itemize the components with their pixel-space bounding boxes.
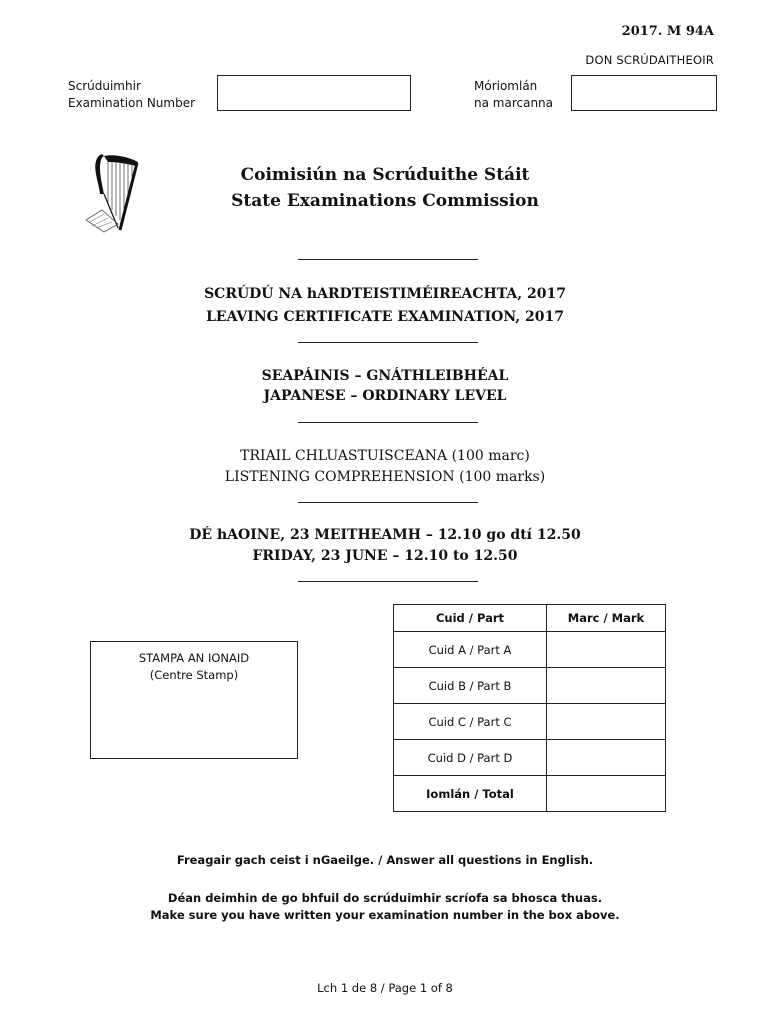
- mark-cell[interactable]: [547, 632, 666, 668]
- divider: [298, 342, 478, 343]
- stamp-label-ga: STAMPA AN IONAID: [138, 651, 250, 665]
- exam-title-en: LEAVING CERTIFICATE EXAMINATION, 2017: [206, 309, 564, 325]
- component-title-en: LISTENING COMPREHENSION (100 marks): [224, 469, 546, 485]
- table-row: [394, 704, 666, 740]
- examiner-label: DON SCRÚDAITHEOIR: [585, 53, 714, 67]
- part-cell: Cuid C / Part C: [394, 704, 547, 740]
- component-title: [0, 446, 770, 488]
- centre-stamp-box: [90, 641, 298, 759]
- exam-date-ga: DÉ hAOINE, 23 MEITHEAMH – 12.10 go dtí 12.50: [189, 527, 581, 543]
- stamp-label-en: (Centre Stamp): [149, 668, 239, 682]
- total-marks-field[interactable]: [571, 75, 717, 111]
- mark-cell[interactable]: [547, 704, 666, 740]
- mark-cell-total[interactable]: [547, 776, 666, 812]
- paper-code: 2017. M 94A: [621, 24, 714, 39]
- exam-number-reminder: [0, 890, 770, 924]
- part-cell: Cuid B / Part B: [394, 668, 547, 704]
- divider: [298, 422, 478, 423]
- exam-number-label-en: Examination Number: [68, 96, 196, 110]
- page-number: Lch 1 de 8 / Page 1 of 8: [317, 981, 453, 995]
- column-header-part: Cuid / Part: [394, 605, 547, 632]
- component-title-ga: TRIAIL CHLUASTUISCEANA (100 marc): [240, 448, 530, 464]
- commission-name-ga: Coimisiún na Scrúduithe Stáit: [240, 165, 530, 185]
- exam-number-reminder-en: Make sure you have written your examination number in the box above.: [150, 908, 620, 922]
- subject-title-ga: SEAPÁINIS – GNÁTHLEIBHÉAL: [261, 368, 509, 384]
- divider: [298, 502, 478, 503]
- exam-number-label: [68, 78, 195, 112]
- mark-cell[interactable]: [547, 668, 666, 704]
- part-cell: Cuid D / Part D: [394, 740, 547, 776]
- commission-name-en: State Examinations Commission: [231, 191, 539, 211]
- part-cell-total: Iomlán / Total: [394, 776, 547, 812]
- total-marks-label: [474, 78, 553, 112]
- exam-title: [0, 283, 770, 329]
- total-marks-label-ga: Móriomlán: [474, 79, 538, 93]
- table-row: [394, 740, 666, 776]
- table-row: [394, 632, 666, 668]
- table-row: [394, 668, 666, 704]
- column-header-mark: Marc / Mark: [547, 605, 666, 632]
- subject-title: [0, 366, 770, 406]
- divider: [298, 581, 478, 582]
- answer-language-instruction: Freagair gach ceist i nGaeilge. / Answer all questions in English.: [176, 853, 594, 867]
- mark-cell[interactable]: [547, 740, 666, 776]
- exam-schedule: [0, 525, 770, 567]
- exam-number-reminder-ga: Déan deimhin de go bhfuil do scrúduimhir scríofa sa bhosca thuas.: [167, 891, 603, 905]
- subject-title-en: JAPANESE – ORDINARY LEVEL: [263, 388, 507, 404]
- part-cell: Cuid A / Part A: [394, 632, 547, 668]
- exam-number-label-ga: Scrúduimhir: [68, 79, 141, 93]
- total-marks-label-en: na marcanna: [474, 96, 554, 110]
- marks-table: [393, 604, 666, 812]
- divider: [298, 259, 478, 260]
- exam-title-ga: SCRÚDÚ NA hARDTEISTIMÉIREACHTA, 2017: [204, 286, 566, 302]
- table-row-total: [394, 776, 666, 812]
- exam-date-en: FRIDAY, 23 JUNE – 12.10 to 12.50: [252, 548, 518, 564]
- exam-number-field[interactable]: [217, 75, 411, 111]
- commission-title: [0, 162, 770, 214]
- marks-table-header: [394, 605, 666, 632]
